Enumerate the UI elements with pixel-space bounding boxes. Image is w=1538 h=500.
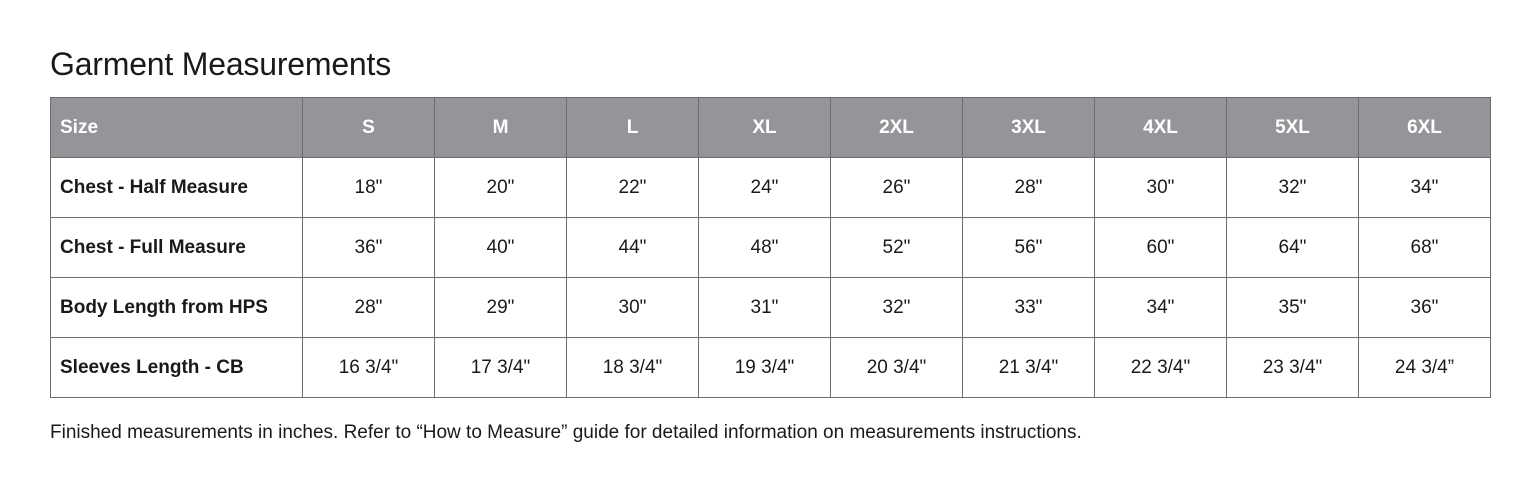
table-cell: 31" (699, 278, 831, 338)
table-cell: 34" (1359, 158, 1491, 218)
table-cell: 19 3/4" (699, 338, 831, 398)
size-header-cell: 5XL (1227, 98, 1359, 158)
table-cell: 20 3/4" (831, 338, 963, 398)
table-cell: 44" (567, 218, 699, 278)
table-header-row (51, 98, 1491, 158)
table-cell: 20" (435, 158, 567, 218)
table-cell: 24" (699, 158, 831, 218)
measurement-footnote: Finished measurements in inches. Refer to “How to Measure” guide for detailed information on measurements instructions. (50, 422, 1082, 443)
table-row (51, 278, 1491, 338)
table-cell: 36" (303, 218, 435, 278)
size-header-cell: 4XL (1095, 98, 1227, 158)
table-cell: 21 3/4" (963, 338, 1095, 398)
table-cell: 18" (303, 158, 435, 218)
table-cell: 16 3/4" (303, 338, 435, 398)
size-header-cell: 3XL (963, 98, 1095, 158)
table-cell: 22 3/4" (1095, 338, 1227, 398)
table-cell: 28" (963, 158, 1095, 218)
size-header-cell: XL (699, 98, 831, 158)
table-row (51, 338, 1491, 398)
row-label: Body Length from HPS (51, 278, 303, 338)
row-label: Sleeves Length - CB (51, 338, 303, 398)
measurements-table (50, 97, 1491, 398)
table-cell: 36" (1359, 278, 1491, 338)
table-cell: 23 3/4" (1227, 338, 1359, 398)
table-cell: 32" (1227, 158, 1359, 218)
row-label: Chest - Half Measure (51, 158, 303, 218)
table-row (51, 158, 1491, 218)
table-cell: 26" (831, 158, 963, 218)
table-cell: 24 3/4” (1359, 338, 1491, 398)
size-header-label: Size (51, 98, 303, 158)
table-cell: 40" (435, 218, 567, 278)
table-row (51, 218, 1491, 278)
table-cell: 35" (1227, 278, 1359, 338)
table-cell: 48" (699, 218, 831, 278)
row-label: Chest - Full Measure (51, 218, 303, 278)
table-cell: 30" (1095, 158, 1227, 218)
table-cell: 30" (567, 278, 699, 338)
table-cell: 18 3/4" (567, 338, 699, 398)
table-cell: 22" (567, 158, 699, 218)
size-header-cell: S (303, 98, 435, 158)
table-cell: 28" (303, 278, 435, 338)
size-header-cell: L (567, 98, 699, 158)
table-cell: 64" (1227, 218, 1359, 278)
size-header-cell: M (435, 98, 567, 158)
table-cell: 17 3/4" (435, 338, 567, 398)
table-cell: 56" (963, 218, 1095, 278)
table-cell: 33" (963, 278, 1095, 338)
table-cell: 52" (831, 218, 963, 278)
table-cell: 34" (1095, 278, 1227, 338)
table-cell: 29" (435, 278, 567, 338)
size-header-cell: 6XL (1359, 98, 1491, 158)
table-cell: 32" (831, 278, 963, 338)
size-header-cell: 2XL (831, 98, 963, 158)
table-cell: 68" (1359, 218, 1491, 278)
page-title: Garment Measurements (50, 46, 392, 82)
table-cell: 60" (1095, 218, 1227, 278)
